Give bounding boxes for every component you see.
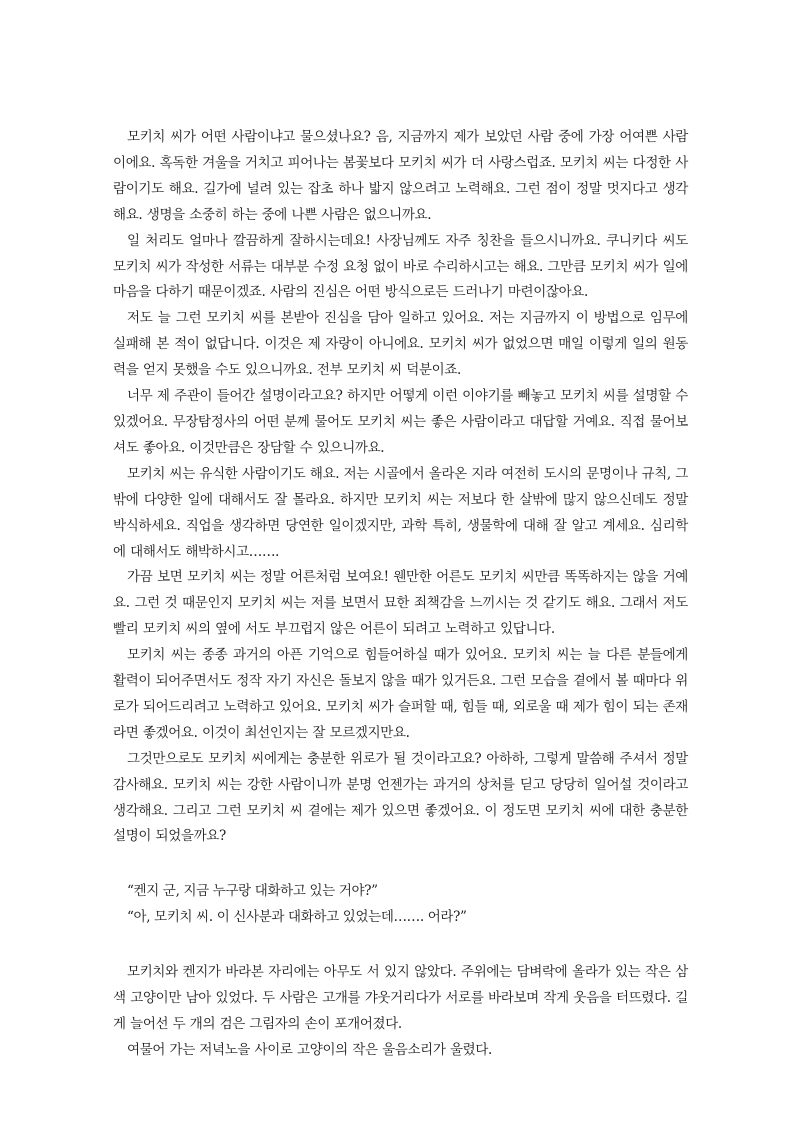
dialogue-line: “켄지 군, 지금 누구랑 대화하고 있는 거야?” xyxy=(127,883,378,900)
paragraph: 너무 제 주관이 들어간 설명이라고요? 하지만 어떻게 이런 이야기를 빼놓고 모키치 씨를 설명할 수 있겠어요. 무장탐정사의 어떤 분께 물어도 모키치 씨는 좋은 사람이라고 대답할 거예요. 직접 물어보셔도 좋아요. 이것만큼은 장담할 수 있으니까요. xyxy=(113,388,688,456)
dialogue-line: “아, 모키치 씨. 이 신사분과 대화하고 있었는데……. 어라?” xyxy=(127,909,467,926)
paragraph: 일 처리도 얼마나 깔끔하게 잘하시는데요! 사장님께도 자주 칭찬을 들으시니까요. 쿠니키다 씨도 모키치 씨가 작성한 서류는 대부분 수정 요청 없이 바로 수리하시고는 해요. 그만큼 모키치 씨가 일에 마음을 다하기 때문이겠죠. 사람의 진심은 어떤 방식으로든 드러나기 마련이잖아요. xyxy=(113,232,688,301)
paragraph: 저도 늘 그런 모키치 씨를 본받아 진심을 담아 일하고 있어요. 저는 지금까지 이 방법으로 임무에 실패해 본 적이 없답니다. 이것은 제 자랑이 아니에요. 모키치 씨가 없었으면 매일 이렇게 일의 원동력을 얻지 못했을 수도 있으니까요. 전부 모키치 씨 덕분이죠. xyxy=(113,310,688,379)
section-spacer xyxy=(113,850,688,879)
paragraph: 그것만으로도 모키치 씨에게는 충분한 위로가 될 것이라고요? 아하하, 그렇게 말씀해 주셔서 정말 감사해요. 모키치 씨는 강한 사람이니까 분명 언젠가는 과거의 상처를 딛고 당당히 일어설 것이라고 생각해요. 그리고 그런 모키치 씨 곁에는 제가 있으면 좋겠어요. 이 정도면 모키치 씨에 대한 충분한 설명이 되었을까요? xyxy=(113,750,688,845)
paragraph: 모키치와 켄지가 바라본 자리에는 아무도 서 있지 않았다. 주위에는 담벼락에 올라가 있는 작은 삼색 고양이만 남아 있었다. 두 사람은 고개를 갸웃거리다가 서로를 바라보며 작게 웃음을 터뜨렸다. 길게 늘어선 두 개의 검은 그림자의 손이 포개어졌다. xyxy=(113,964,688,1032)
paragraph: 가끔 보면 모키치 씨는 정말 어른처럼 보여요! 웬만한 어른도 모키치 씨만큼 똑똑하지는 않을 거예요. 그런 것 때문인지 모키치 씨는 저를 보면서 묘한 죄책감을 느끼시는 것 같기도 해요. 그래서 저도 빨리 모키치 씨의 옆에 서도 부끄럽지 않은 어른이 되려고 노력하고 있답니다. xyxy=(113,569,688,638)
paragraph: 모키치 씨는 유식한 사람이기도 해요. 저는 시골에서 올라온 지라 여전히 도시의 문명이나 규칙, 그밖에 다양한 일에 대해서도 잘 몰라요. 하지만 모키치 씨는 저보다 한 살밖에 많지 않으신데도 정말 박식하세요. 직업을 생각하면 당연한 일이겠지만, 과학 특히, 생물학에 대해 잘 알고 계세요. 심리학에 대해서도 해박하시고……. xyxy=(113,465,688,560)
paragraph: 여물어 가는 저녁노을 사이로 고양이의 작은 울음소리가 울렸다. xyxy=(127,1041,492,1058)
paragraph: 모키치 씨가 어떤 사람이냐고 물으셨나요? 음, 지금까지 제가 보았던 사람 중에 가장 어여쁜 사람이에요. 혹독한 겨울을 거치고 피어나는 봄꽃보다 모키치 씨가 더 사랑스럽죠. 모키치 씨는 다정한 사람이기도 해요. 길가에 널려 있는 잡초 하나 밟지 않으려고 노력해요. 그런 점이 정말 멋지다고 생각해요. 생명을 소중히 하는 중에 나쁜 사람은 없으니까요. xyxy=(113,129,688,223)
section-spacer xyxy=(113,931,688,960)
paragraph: 모키치 씨는 종종 과거의 아픈 기억으로 힘들어하실 때가 있어요. 모키치 씨는 늘 다른 분들에게 활력이 되어주면서도 정작 자기 자신은 돌보지 않을 때가 있거든요. 그런 모습을 곁에서 볼 때마다 위로가 되어드리려고 노력하고 있어요. 모키치 씨가 슬퍼할 때, 힘들 때, 외로울 때 제가 힘이 되는 존재라면 좋겠어요. 이것이 최선인지는 잘 모르겠지만요. xyxy=(113,647,688,741)
document-body xyxy=(113,125,688,1064)
